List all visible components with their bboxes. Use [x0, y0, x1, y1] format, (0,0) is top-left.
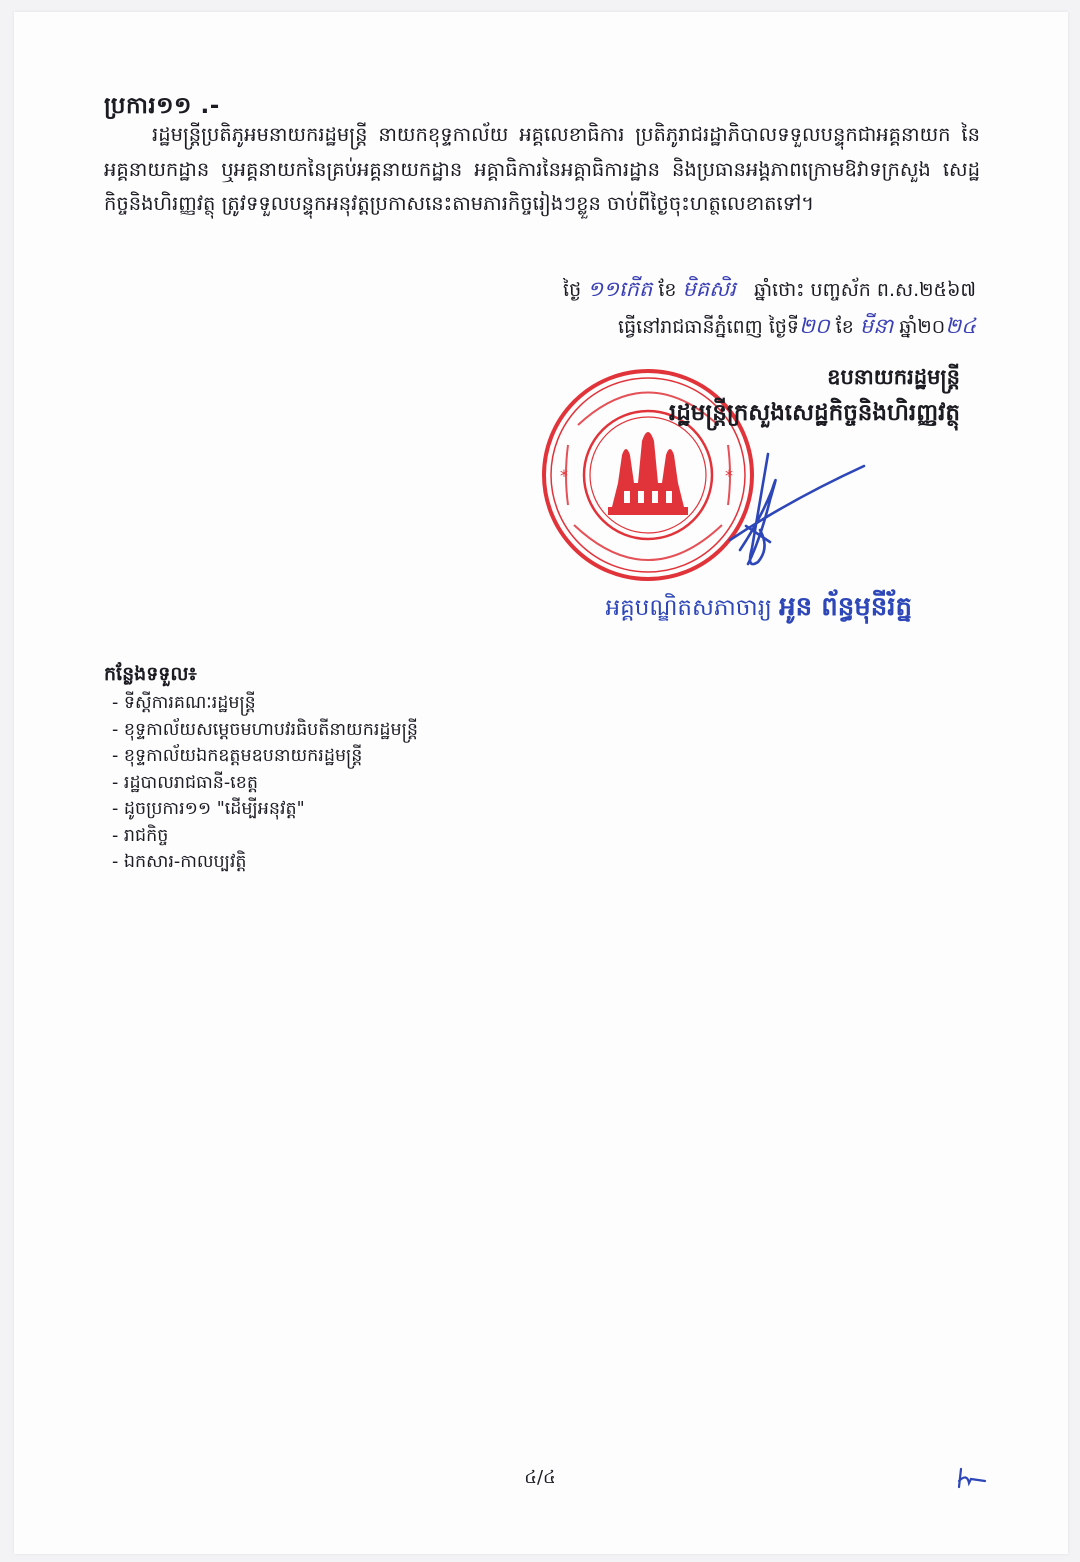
- solar-date-line: [618, 313, 976, 344]
- handwritten-signature-icon: [700, 430, 880, 590]
- solar-month-handwritten: មីនា: [859, 314, 894, 338]
- list-item: - ឯកសារ-កាលប្បវត្តិ: [112, 849, 418, 876]
- recipients-list: [112, 690, 418, 876]
- solar-month-prefix: ខែ: [835, 316, 854, 338]
- recipients-title: កន្លែងទទួល៖: [104, 663, 197, 685]
- signer-title: អគ្គបណ្ឌិតសភាចារ្យ: [605, 595, 772, 621]
- list-item: - ដូចប្រការ១១ "ដើម្បីអនុវត្ត": [112, 796, 418, 823]
- signer-name: អូន ព័ន្ធមុនីរ័ត្ន: [779, 592, 912, 622]
- signer-name-line: [606, 590, 912, 628]
- list-item: - ទីស្តីការគណៈរដ្ឋមន្ត្រី: [112, 690, 418, 717]
- page-number: ៤/៤: [524, 1467, 556, 1488]
- lunar-day-handwritten: ១១កើត: [587, 277, 653, 301]
- solar-year-prefix: ឆ្នាំ២០: [899, 316, 946, 338]
- solar-day-handwritten: ២០: [798, 314, 830, 338]
- lunar-month-prefix: ខែ: [658, 279, 677, 301]
- lunar-date-line: [563, 276, 976, 307]
- signer-role-line1: ឧបនាយករដ្ឋមន្ត្រី: [827, 365, 960, 389]
- article-title: ប្រការ១១ .-: [104, 93, 220, 119]
- article-body: រដ្ឋមន្ត្រីប្រតិភូអមនាយករដ្ឋមន្ត្រី នាយកខុទ្ទកាល័យ អគ្គលេខាធិការ ប្រតិភូរាជរដ្ឋាភិបាលទទួលបន្ទុកជាអគ្គនាយក នៃអគ្គនាយកដ្ឋាន ឬអគ្គនាយកនៃគ្រប់អគ្គនាយកដ្ឋាន អគ្គាធិការនៃអគ្គាធិការដ្ឋាន និងប្រធានអង្គភាពក្រោមឱវាទក្រសួង សេដ្ឋកិច្ចនិងហិរញ្ញវត្ថុ ត្រូវទទួលបន្ទុកអនុវត្តប្រកាសនេះតាមភារកិច្ចរៀងៗខ្លួន ចាប់ពីថ្ងៃចុះហត្ថលេខាតទៅ។: [104, 123, 980, 215]
- solar-year-handwritten: ២៤: [945, 314, 976, 338]
- svg-text:*: *: [560, 466, 568, 485]
- lunar-month-handwritten: មិគសិរ: [682, 277, 736, 301]
- place-prefix: ធ្វើនៅរាជធានីភ្នំពេញ ថ្ងៃទី: [618, 316, 799, 338]
- lunar-year: ឆ្នាំថោះ បញ្ចស័ក ព.ស.២៥៦៧: [753, 279, 976, 301]
- svg-text:*: *: [725, 466, 733, 485]
- list-item: - រដ្ឋបាលរាជធានី-ខេត្ត: [112, 770, 418, 797]
- list-item: - ខុទ្ទកាល័យឯកឧត្តមឧបនាយករដ្ឋមន្ត្រី: [112, 743, 418, 770]
- list-item: - រាជកិច្ច: [112, 823, 418, 850]
- handwritten-initial-icon: [955, 1467, 995, 1491]
- signature-block: [669, 364, 960, 432]
- lunar-day-prefix: ថ្ងៃ: [563, 279, 582, 301]
- signer-role-line2: រដ្ឋមន្ត្រីក្រសួងសេដ្ឋកិច្ចនិងហិរញ្ញវត្ថុ: [668, 400, 960, 426]
- list-item: - ខុទ្ទកាល័យសម្តេចមហាបវរធិបតីនាយករដ្ឋមន្ត្រី: [112, 717, 418, 744]
